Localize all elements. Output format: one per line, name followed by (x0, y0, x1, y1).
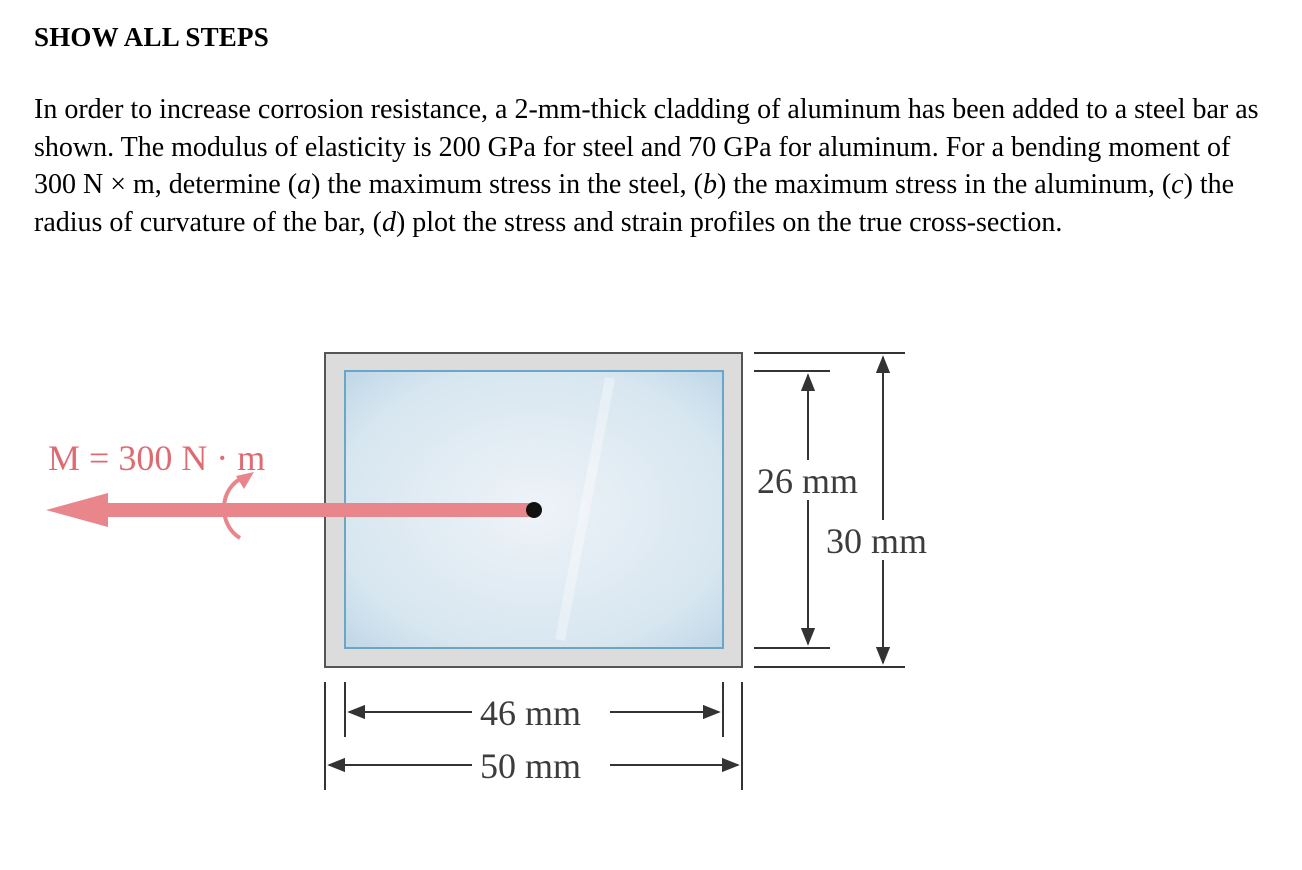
outer-height-label: 30 mm (826, 521, 928, 561)
part-d-label: d (381, 206, 396, 238)
problem-text-5: ) plot the stress and strain profiles on the true cross-section. (395, 206, 1063, 238)
inner-height-label: 26 mm (757, 461, 859, 501)
outer-width-label: 50 mm (480, 746, 582, 786)
problem-text-4: ) the radius of curvature of the bar, ( (34, 169, 1235, 238)
page-heading: SHOW ALL STEPS (34, 22, 269, 52)
height-dimensions (754, 353, 905, 667)
part-c-label: c (1171, 169, 1184, 200)
problem-text-2: ) the maximum stress in the steel, ( (311, 169, 703, 200)
part-b-label: b (702, 169, 717, 200)
moment-label: M = 300 N · m (48, 438, 266, 478)
problem-text-3: ) the maximum stress in the aluminum, ( (716, 169, 1172, 200)
problem-text-1: In order to increase corrosion resistance, a 2-mm-thick cladding of aluminum has been added to a steel bar as shown. The modulus of elasticity is 200 GPa for steel and 70 GPa for aluminum. For a bending moment of 300 N × m, determine ( (34, 94, 1259, 200)
inner-width-label: 46 mm (480, 693, 582, 733)
part-a-label: a (297, 169, 312, 200)
